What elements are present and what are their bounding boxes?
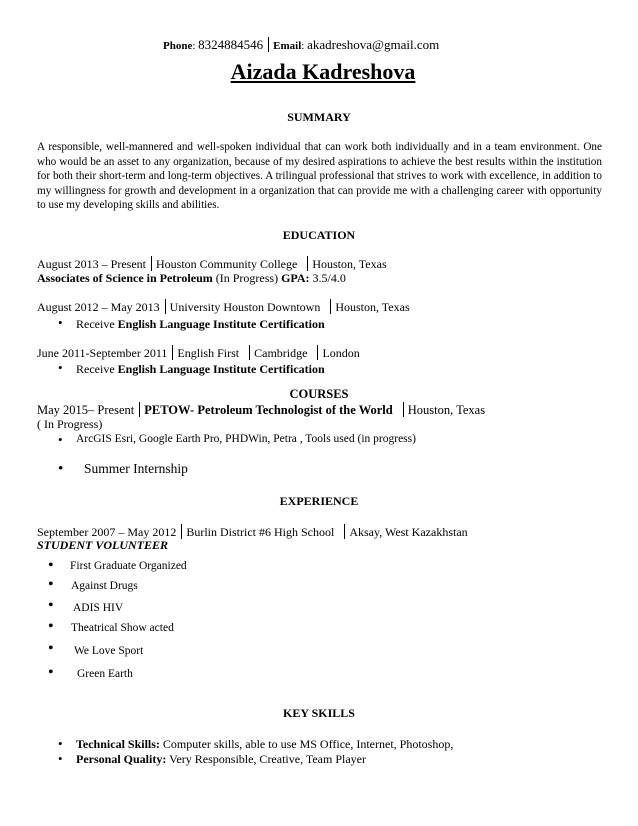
contact-line: Phone: 8324884546 Email: akadreshova@gmail.com: [163, 37, 440, 52]
volunteer-item: Theatrical Show acted: [71, 622, 174, 634]
education-degree-line: [37, 271, 346, 286]
email-label: Email: [273, 40, 302, 52]
education-entry-1: [37, 256, 387, 272]
volunteer-item: First Graduate Organized: [70, 560, 187, 572]
internship: Summer Internship: [84, 461, 188, 476]
education-dates: June 2011-September 2011: [37, 346, 168, 360]
personal-quality: [76, 752, 366, 767]
course-entry: [37, 402, 485, 418]
course-location: Houston, Texas: [407, 403, 486, 417]
bullet-icon: •: [58, 432, 63, 447]
bullet-icon: •: [48, 640, 54, 657]
technical-skills-text: Computer skills, able to use MS Office, Internet, Photoshop,: [159, 737, 454, 751]
bullet-icon: •: [58, 315, 63, 330]
bullet-icon: •: [48, 618, 54, 635]
bullet-icon: •: [48, 557, 54, 574]
education-location: London: [322, 346, 360, 360]
volunteer-item: ADIS HIV: [73, 602, 124, 614]
courses-heading: COURSES: [289, 387, 349, 401]
phone-label: Phone: [163, 40, 193, 52]
bullet-icon: •: [48, 664, 54, 681]
course-tools: ArcGIS Esri, Google Earth Pro, PHDWin, Petra , Tools used (in progress): [76, 433, 416, 445]
gpa-value: 3.5/4.0: [309, 271, 346, 285]
gpa-label: GPA:: [281, 271, 310, 285]
personal-quality-text: Very Responsible, Creative, Team Player: [166, 752, 366, 766]
experience-role: STUDENT VOLUNTEER: [37, 538, 169, 552]
experience-heading: EXPERIENCE: [279, 494, 359, 508]
education-bullet: Receive English Language Institute Certification: [76, 317, 325, 331]
bullet-icon: •: [48, 576, 54, 593]
education-heading: EDUCATION: [282, 228, 356, 242]
bullet-icon: •: [58, 736, 63, 751]
education-entry-3: [37, 345, 360, 361]
technical-skills-label: Technical Skills:: [76, 737, 160, 751]
technical-skills: [76, 737, 453, 752]
course-program: PETOW- Petroleum Technologist of the World: [144, 403, 393, 417]
summary-text: A responsible, well-mannered and well-spoken individual that can work both individually and in a team environment. One who would be an asset to any organization, because of my desired aspirations to achieve the best results within the institution for both their short-term and long-term objectives. A trilingual professional that strives to work with excellence, in addition to my willingness for growth and development in a organization that can provide me with a challenging career with opportunity to use my developing skills and abilities.: [37, 141, 602, 212]
degree: Associates of Science in Petroleum: [37, 271, 213, 285]
bullet-icon: •: [58, 360, 63, 375]
bullet-icon: •: [48, 597, 54, 614]
candidate-name: Aizada Kadreshova: [230, 59, 416, 84]
education-school: University Houston Downtown: [169, 300, 321, 314]
education-dates: August 2012 – May 2013: [37, 300, 160, 314]
degree-status: (In Progress): [212, 271, 282, 285]
volunteer-item: Green Earth: [77, 668, 133, 680]
education-school: Houston Community College: [156, 257, 298, 271]
education-location: Houston, Texas: [312, 257, 387, 271]
education-location: Houston, Texas: [335, 300, 410, 314]
education-city: Cambridge: [254, 346, 308, 360]
volunteer-item: Against Drugs: [71, 580, 138, 592]
course-status: ( In Progress): [37, 417, 103, 431]
experience-dates: September 2007 – May 2012: [37, 525, 177, 539]
experience-location: Aksay, West Kazakhstan: [349, 525, 468, 539]
bullet-icon: •: [58, 751, 63, 766]
course-dates: May 2015– Present: [37, 403, 135, 417]
email-address: akadreshova@gmail.com: [307, 37, 440, 52]
summary-heading: SUMMARY: [287, 110, 351, 124]
education-dates: August 2013 – Present: [37, 257, 146, 271]
education-school: English First: [177, 346, 240, 360]
education-entry-2: [37, 299, 410, 315]
phone-number: 8324884546: [198, 37, 264, 52]
volunteer-item: We Love Sport: [74, 645, 144, 657]
experience-school: Burlin District #6 High School: [186, 525, 335, 539]
personal-quality-label: Personal Quality:: [76, 752, 167, 766]
skills-heading: KEY SKILLS: [283, 706, 355, 720]
bullet-icon: •: [58, 461, 64, 477]
education-bullet: Receive English Language Institute Certification: [76, 362, 325, 376]
